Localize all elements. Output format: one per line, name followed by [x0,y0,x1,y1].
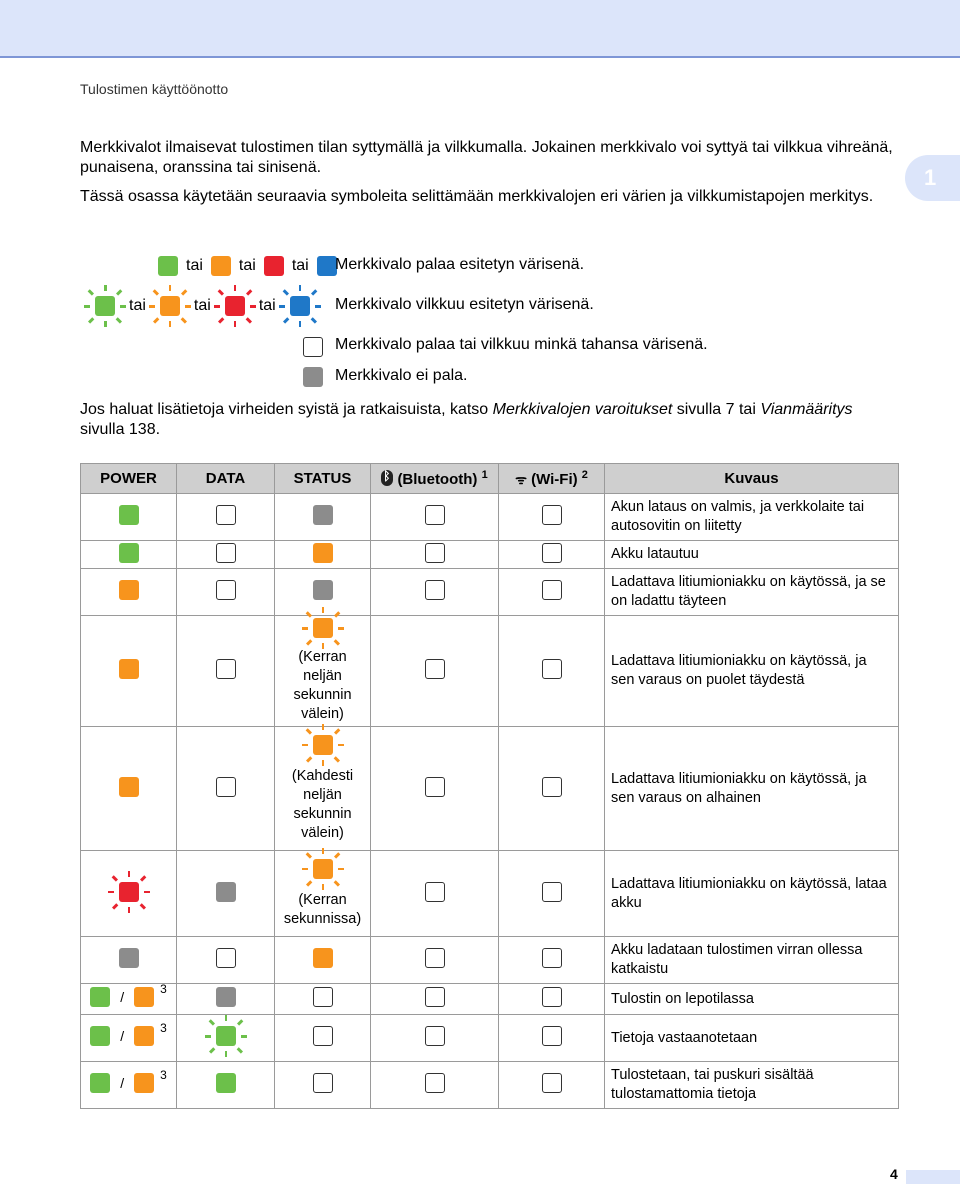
blink-ray [322,760,325,766]
power-off-led-icon [119,948,139,968]
blink-ray [241,1035,247,1038]
more-info-paragraph [80,400,900,440]
blink-ray [208,1047,214,1053]
power-orange-led-icon [134,1073,154,1093]
bluetooth-any-led-icon [425,882,445,902]
blink-ray [181,317,187,323]
blink-ray [139,903,145,909]
data-any-led-icon [216,659,236,679]
combo-footnote: 3 [160,1068,167,1082]
wifi-any-led-icon [542,948,562,968]
orange-blink-led-icon [160,296,180,316]
bluetooth-any-led-icon [425,580,445,600]
blink-ray [116,317,122,323]
table-row [81,851,899,937]
bluetooth-any-led-icon [425,659,445,679]
blink-ray [128,871,131,877]
green-blink-led-icon [95,296,115,316]
blink-ray [305,728,311,734]
blink-ray [315,305,321,308]
row-description: Tulostetaan, tai puskuri sisältää tulostamattomia tietoja [605,1062,899,1109]
blink-note: (Kerran neljän sekunnin välein) [293,649,352,722]
bluetooth-any-led-icon [425,948,445,968]
wifi-any-led-icon [542,659,562,679]
row-description: Akku ladataan tulostimen virran ollessa katkaistu [605,937,899,984]
data-green-led-icon [216,1073,236,1093]
red-led-square [119,882,139,902]
orange-led-square [160,296,180,316]
more-info-pre: Jos haluat lisätietoja virheiden syistä ja ratkaisuista, katso [80,401,493,418]
blink-ray [205,1035,211,1038]
legend-or: tai [186,257,203,274]
blink-ray [108,891,114,894]
power-orange-led-icon [119,659,139,679]
blink-ray [214,305,220,308]
combo-footnote: 3 [160,982,167,996]
blink-ray [208,1019,214,1025]
power-orange-led-icon [134,987,154,1007]
led-status-table [80,463,899,1109]
blink-ray [111,875,117,881]
blink-ray [246,317,252,323]
bluetooth-label: (Bluetooth) [397,471,478,488]
blink-ray [153,289,159,295]
row-description: Ladattava litiumioniakku on käytössä, ja sen varaus on alhainen [605,727,899,851]
row-description: Akku latautuu [605,541,899,569]
page-header: Tulostimen käyttöönotto [80,81,229,97]
green-led-icon [158,256,178,276]
wifi-any-led-icon [542,543,562,563]
power-orange-led-icon [134,1026,154,1046]
more-info-post: sivulla 138. [80,421,161,438]
red-led-icon [264,256,284,276]
data-off-led-icon [216,882,236,902]
blink-ray [279,305,285,308]
row-description: Akun lataus on valmis, ja verkkolaite tai autosovitin on liitetty [605,494,899,541]
bluetooth-any-led-icon [425,543,445,563]
data-any-led-icon [216,580,236,600]
status-orange-blink-led-icon [313,618,333,638]
row-description: Ladattava litiumioniakku on käytössä, lataa akku [605,851,899,937]
blink-ray [218,317,224,323]
blink-ray [283,289,289,295]
power-combo [90,1068,167,1093]
blink-ray [338,744,344,747]
power-green-led-icon [119,543,139,563]
blink-ray [88,289,94,295]
blink-ray [149,305,155,308]
top-band [0,0,960,58]
status-any-led-icon [313,1026,333,1046]
intro-paragraph-1: Merkkivalot ilmaisevat tulostimen tilan syttymällä ja vilkkumalla. Jokainen merkkivalo voi syttyä tai vilkkua vihreänä, punaisena, oranssina tai sinisenä. [80,139,893,176]
power-green-led-icon [119,505,139,525]
gray-led-icon [303,367,323,387]
blink-ray [111,903,117,909]
blink-ray [236,1047,242,1053]
red-blink-led-icon [225,296,245,316]
blink-ray [322,848,325,854]
blink-ray [169,285,172,291]
orange-led-square [313,618,333,638]
blink-ray [322,884,325,890]
legend-or: tai [193,297,211,314]
wifi-any-led-icon [542,580,562,600]
blink-ray [250,305,256,308]
status-off-led-icon [313,580,333,600]
blink-ray [302,868,308,871]
link-troubleshooting[interactable]: Vianmääritys [760,401,853,418]
blink-ray [181,289,187,295]
blink-ray [185,305,191,308]
table-row [81,616,899,727]
combo-slash: / [120,1028,125,1044]
intro-paragraph-2: Tässä osassa käytetään seuraavia symboleita selittämään merkkivalojen eri värien ja vilkkumistapojen merkitys. [80,188,874,205]
link-led-warnings[interactable]: Merkkivalojen varoitukset [492,401,673,418]
col-power: POWER [81,464,177,494]
blink-ray [283,317,289,323]
wifi-any-led-icon [542,1026,562,1046]
power-red-blink-led-icon [119,882,139,902]
row-description: Ladattava litiumioniakku on käytössä, ja sen varaus on puolet täydestä [605,616,899,727]
blink-ray [88,317,94,323]
blink-ray [116,289,122,295]
page-number-band [906,1170,960,1184]
blink-ray [333,728,339,734]
orange-led-square [313,859,333,879]
empty-led-icon [303,337,323,357]
blue-led-icon [317,256,337,276]
blink-note: (Kahdesti neljän sekunnin välein) [291,767,354,841]
blue-blink-led-icon [290,296,310,316]
bluetooth-footnote: 1 [481,469,488,481]
orange-led-icon [211,256,231,276]
blink-ray [299,285,302,291]
green-led-square [216,1026,236,1046]
legend-lit-row [158,256,337,276]
power-combo [90,982,167,1007]
blink-ray [236,1019,242,1025]
table-row [81,727,899,851]
legend-any-desc: Merkkivalo palaa tai vilkkuu minkä tahansa värisenä. [335,336,708,353]
wifi-any-led-icon [542,882,562,902]
power-orange-led-icon [119,777,139,797]
table-row [81,937,899,984]
blink-ray [128,907,131,913]
table-row [81,1062,899,1109]
bluetooth-any-led-icon [425,987,445,1007]
row-description: Ladattava litiumioniakku on käytössä, ja se on ladattu täyteen [605,569,899,616]
wifi-any-led-icon [542,987,562,1007]
wifi-label: (Wi-Fi) [531,471,578,488]
blink-ray [322,724,325,730]
legend-or: tai [129,297,146,314]
blink-ray [333,852,339,858]
status-orange-blink-led-icon [313,859,333,879]
status-orange-led-icon [313,948,333,968]
chapter-tab: 1 [905,155,960,201]
blink-ray [311,317,317,323]
status-orange-led-icon [313,543,333,563]
legend-or: tai [258,297,276,314]
red-led-square [225,296,245,316]
blink-ray [311,289,317,295]
blink-note: (Kerran sekunnissa) [283,891,362,927]
row-description: Tietoja vastaanotetaan [605,1015,899,1062]
legend-lit-desc: Merkkivalo palaa esitetyn värisenä. [335,256,585,273]
green-led-square [95,296,115,316]
legend-blink-row [95,296,310,316]
bluetooth-any-led-icon [425,505,445,525]
blink-ray [84,305,90,308]
col-wifi [499,464,605,494]
data-any-led-icon [216,543,236,563]
combo-slash: / [120,1075,125,1091]
table-row [81,569,899,616]
blink-ray [139,875,145,881]
legend-blink-desc: Merkkivalo vilkkuu esitetyn värisenä. [335,296,594,313]
blink-ray [218,289,224,295]
data-off-led-icon [216,987,236,1007]
combo-slash: / [120,989,125,1005]
blink-ray [299,321,302,327]
power-orange-led-icon [119,580,139,600]
data-any-led-icon [216,948,236,968]
table-row [81,541,899,569]
blink-ray [169,321,172,327]
blink-ray [302,627,308,630]
table-row [81,494,899,541]
col-status: STATUS [275,464,371,494]
blink-ray [144,891,150,894]
wifi-icon: ᯤ [515,472,527,487]
legend-or: tai [291,257,309,274]
table-row [81,1015,899,1062]
status-off-led-icon [313,505,333,525]
wifi-any-led-icon [542,1073,562,1093]
blink-ray [234,321,237,327]
blink-ray [322,643,325,649]
wifi-any-led-icon [542,505,562,525]
wifi-any-led-icon [542,777,562,797]
data-green-blink-led-icon [216,1026,236,1046]
bluetooth-any-led-icon [425,1026,445,1046]
combo-footnote: 3 [160,1021,167,1035]
data-any-led-icon [216,505,236,525]
blink-ray [104,321,107,327]
blink-ray [234,285,237,291]
power-green-led-icon [90,1073,110,1093]
status-any-led-icon [313,1073,333,1093]
more-info-mid: sivulla 7 tai [672,401,761,418]
data-any-led-icon [216,777,236,797]
col-data: DATA [177,464,275,494]
wifi-footnote: 2 [581,469,588,481]
blink-ray [302,744,308,747]
blink-ray [338,627,344,630]
blink-ray [225,1015,228,1021]
blue-led-square [290,296,310,316]
bluetooth-any-led-icon [425,777,445,797]
page-number: 4 [890,1166,898,1182]
status-orange-blink-led-icon [313,735,333,755]
col-bluetooth [371,464,499,494]
legend-off-desc: Merkkivalo ei pala. [335,367,468,384]
status-any-led-icon [313,987,333,1007]
blink-ray [104,285,107,291]
blink-ray [120,305,126,308]
blink-ray [246,289,252,295]
blink-ray [225,1051,228,1057]
power-combo [90,1021,167,1046]
bluetooth-any-led-icon [425,1073,445,1093]
col-description: Kuvaus [605,464,899,494]
blink-ray [305,852,311,858]
bluetooth-icon [381,470,393,486]
blink-ray [153,317,159,323]
blink-ray [322,607,325,613]
power-green-led-icon [90,1026,110,1046]
orange-led-square [313,735,333,755]
table-header-row [81,464,899,494]
table-row [81,984,899,1015]
legend-or: tai [238,257,256,274]
row-description: Tulostin on lepotilassa [605,984,899,1015]
power-green-led-icon [90,987,110,1007]
blink-ray [338,868,344,871]
